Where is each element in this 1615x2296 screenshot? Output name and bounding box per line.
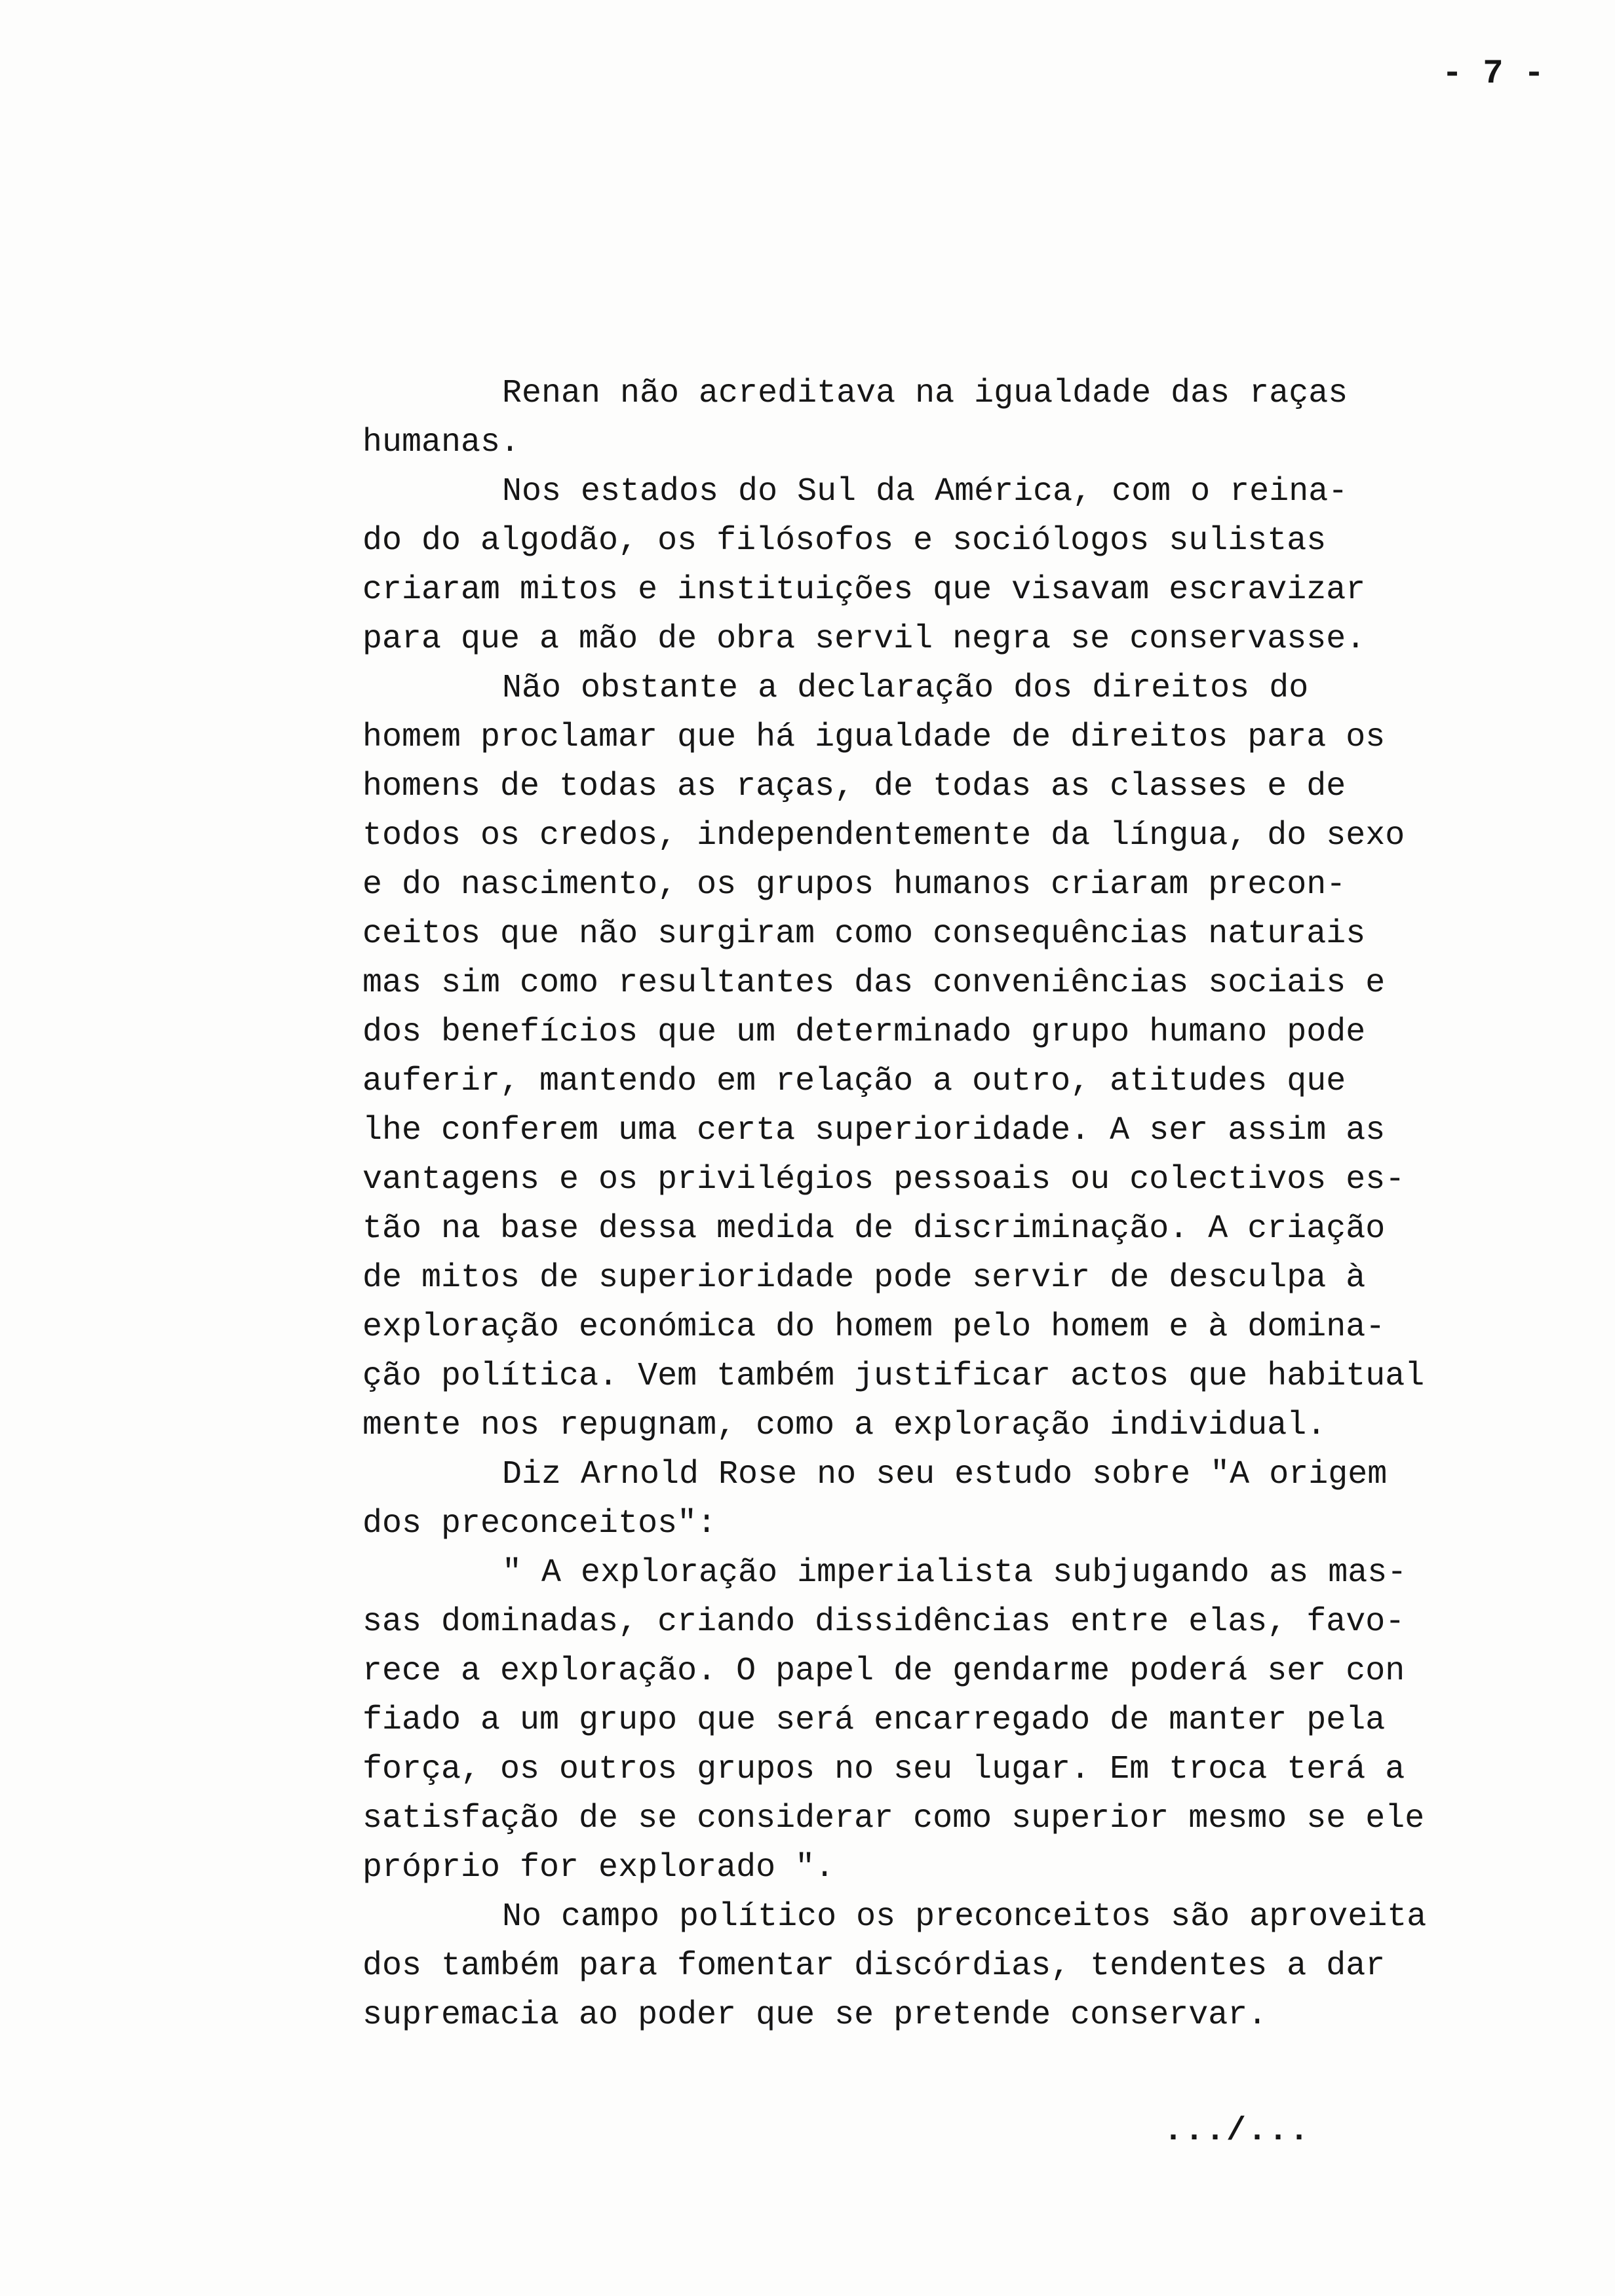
text-line: " A exploração imperialista subjugando as mas- [502, 1554, 1407, 1592]
text-line: Não obstante a declaração dos direitos do [502, 670, 1309, 707]
text-line: força, os outros grupos no seu lugar. Em troca terá a [362, 1751, 1405, 1788]
text-line: lhe conferem uma certa superioridade. A ser assim as [362, 1112, 1386, 1149]
text-line: tão na base dessa medida de discriminação. A criação [362, 1210, 1386, 1248]
text-line: Diz Arnold Rose no seu estudo sobre "A origem [502, 1456, 1388, 1493]
text-line: para que a mão de obra servil negra se conservasse. [362, 621, 1366, 658]
text-line: Renan não acreditava na igualdade das raças [502, 375, 1348, 412]
text-line: de mitos de superioridade pode servir de desculpa à [362, 1259, 1366, 1297]
paragraph [362, 1548, 1516, 1892]
text-line: dos preconceitos": [362, 1505, 717, 1542]
paragraph [362, 1450, 1516, 1548]
text-line: supremacia ao poder que se pretende conservar. [362, 1997, 1268, 2034]
text-line: fiado a um grupo que será encarregado de manter pela [362, 1702, 1386, 1739]
text-line: todos os credos, independentemente da língua, do sexo [362, 817, 1405, 854]
paragraph [362, 1892, 1516, 2040]
paragraph [362, 369, 1516, 467]
text-line: ção política. Vem também justificar actos que habitual [362, 1358, 1425, 1395]
paragraph [362, 467, 1516, 664]
text-line: homens de todas as raças, de todas as classes e de [362, 768, 1346, 805]
text-line: ceitos que não surgiram como consequências naturais [362, 915, 1366, 953]
paragraph [362, 664, 1516, 1450]
text-line: e do nascimento, os grupos humanos criaram precon- [362, 866, 1346, 904]
text-line: homem proclamar que há igualdade de direitos para os [362, 719, 1386, 756]
continuation-mark: .../... [1163, 2113, 1311, 2150]
text-line: Nos estados do Sul da América, com o reina- [502, 473, 1348, 510]
text-line: dos benefícios que um determinado grupo humano pode [362, 1014, 1366, 1051]
text-line: dos também para fomentar discórdias, tendentes a dar [362, 1947, 1386, 1985]
text-line: No campo político os preconceitos são aproveita [502, 1898, 1427, 1936]
text-line: satisfação de se considerar como superior mesmo se ele [362, 1800, 1425, 1837]
text-line: sas dominadas, criando dissidências entre elas, favo- [362, 1603, 1405, 1641]
text-line: rece a exploração. O papel de gendarme poderá ser con [362, 1653, 1405, 1690]
text-line: exploração económica do homem pelo homem e à domina- [362, 1309, 1386, 1346]
page-number: - 7 - [1442, 54, 1545, 93]
text-line: criaram mitos e instituições que visavam escravizar [362, 571, 1366, 609]
text-line: do do algodão, os filósofos e sociólogos sulistas [362, 522, 1327, 560]
text-line: auferir, mantendo em relação a outro, atitudes que [362, 1063, 1346, 1100]
text-line: humanas. [362, 424, 520, 461]
document-body [362, 369, 1516, 2040]
text-line: mas sim como resultantes das conveniências sociais e [362, 965, 1386, 1002]
text-line: vantagens e os privilégios pessoais ou colectivos es- [362, 1161, 1405, 1198]
text-line: mente nos repugnam, como a exploração individual. [362, 1407, 1327, 1444]
text-line: próprio for explorado ". [362, 1849, 835, 1886]
